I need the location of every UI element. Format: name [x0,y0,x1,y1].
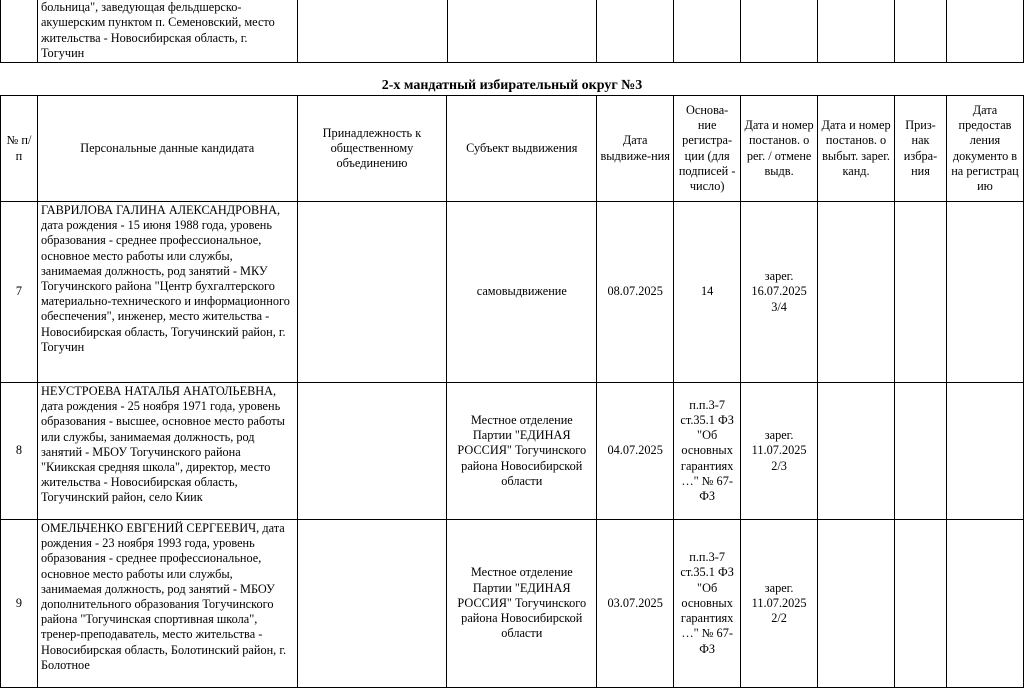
row-affiliation [297,383,447,520]
row-basis: п.п.3-7 ст.35.1 ФЗ "Об основных гарантиях …" № 67-ФЗ [674,383,741,520]
header-row [1,96,1024,202]
header-personal: Персональные данные кандидата [37,96,297,202]
cell [741,0,818,63]
header-elected: Дата и номер постанов. о выбыт. зарег. канд. [818,96,895,202]
table-row [1,383,1024,520]
table-row [1,520,1024,688]
header-basis: Основа-ние регистра-ции (для подписей - число) [674,96,741,202]
header-docs: Дата предостав ления документо в на регистрац ию [946,96,1023,202]
cell [895,0,947,63]
row-date: 04.07.2025 [597,383,674,520]
header-date: Дата выдвиже-ния [597,96,674,202]
row-affiliation [297,520,447,688]
row-reg: зарег. 11.07.2025 2/3 [741,383,818,520]
section-title: 2-х мандатный избирательный округ №3 [381,78,643,93]
row-date: 08.07.2025 [597,202,674,383]
row-num: 8 [1,383,38,520]
row-docs [946,383,1023,520]
cell [1,0,38,63]
row-subject: самовыдвижение [447,202,597,383]
row-subject: Местное отделение Партии "ЕДИНАЯ РОССИЯ" Тогучинского района Новосибирской области [447,383,597,520]
table-row [1,202,1024,383]
previous-table-fragment [0,0,1024,63]
row-personal: ГАВРИЛОВА ГАЛИНА АЛЕКСАНДРОВНА, дата рождения - 15 июня 1988 года, уровень образования - среднее профессиональное, основное место работы или службы, занимаемая должность, род занятий - МКУ Тогучинского района "Центр бухгалтерского материально-технического и информационного обеспечения", инженер, место жительства - Новосибирская область, Тогучинский район, г. Тогучин [37,202,297,383]
header-num: № п/п [1,96,38,202]
cell [674,0,741,63]
row-num: 9 [1,520,38,688]
row-basis: 14 [674,202,741,383]
row-affiliation [297,202,447,383]
row-elected [818,383,895,520]
row-reg: зарег. 16.07.2025 3/4 [741,202,818,383]
row-date: 03.07.2025 [597,520,674,688]
row-sign [895,383,947,520]
row-docs [946,520,1023,688]
header-reg: Дата и номер постанов. о рег. / отмене выдв. [741,96,818,202]
row-reg: зарег. 11.07.2025 2/2 [741,520,818,688]
row-elected [818,202,895,383]
row-subject: Местное отделение Партии "ЕДИНАЯ РОССИЯ" Тогучинского района Новосибирской области [447,520,597,688]
cell [447,0,597,63]
row-personal: ОМЕЛЬЧЕНКО ЕВГЕНИЙ СЕРГЕЕВИЧ, дата рождения - 23 ноября 1993 года, уровень образования - среднее профессиональное, основное место работы или службы, занимаемая должность, род занятий - МБОУ дополнительного образования Тогучинского района "Тогучинская спортивная школа", тренер-преподаватель, место жительства - Новосибирская область, Болотинский район, г. Болотное [37,520,297,688]
cell [946,0,1023,63]
row-sign [895,202,947,383]
header-affiliation: Принадлежность к общественному объединению [297,96,447,202]
row-elected [818,520,895,688]
candidates-table [0,95,1024,688]
row-sign [895,520,947,688]
row-personal: НЕУСТРОЕВА НАТАЛЬЯ АНАТОЛЬЕВНА, дата рождения - 25 ноября 1971 года, уровень образования - высшее, основное место работы или службы, занимаемая должность, род занятий - МБОУ Тогучинского района "Киикская средняя школа", директор, место жительства - Новосибирская область, Тогучинский район, село Киик [37,383,297,520]
header-subject: Субъект выдвижения [447,96,597,202]
header-sign: Приз-нак избра-ния [895,96,947,202]
cell [818,0,895,63]
cell [597,0,674,63]
fragment-personal-data: больница", заведующая фельдшерско-акушерским пунктом п. Семеновский, место жительства - Новосибирская область, г. Тогучин [37,0,297,63]
row-docs [946,202,1023,383]
cell [297,0,447,63]
row-num: 7 [1,202,38,383]
row-basis: п.п.3-7 ст.35.1 ФЗ "Об основных гарантиях …" № 67-ФЗ [674,520,741,688]
